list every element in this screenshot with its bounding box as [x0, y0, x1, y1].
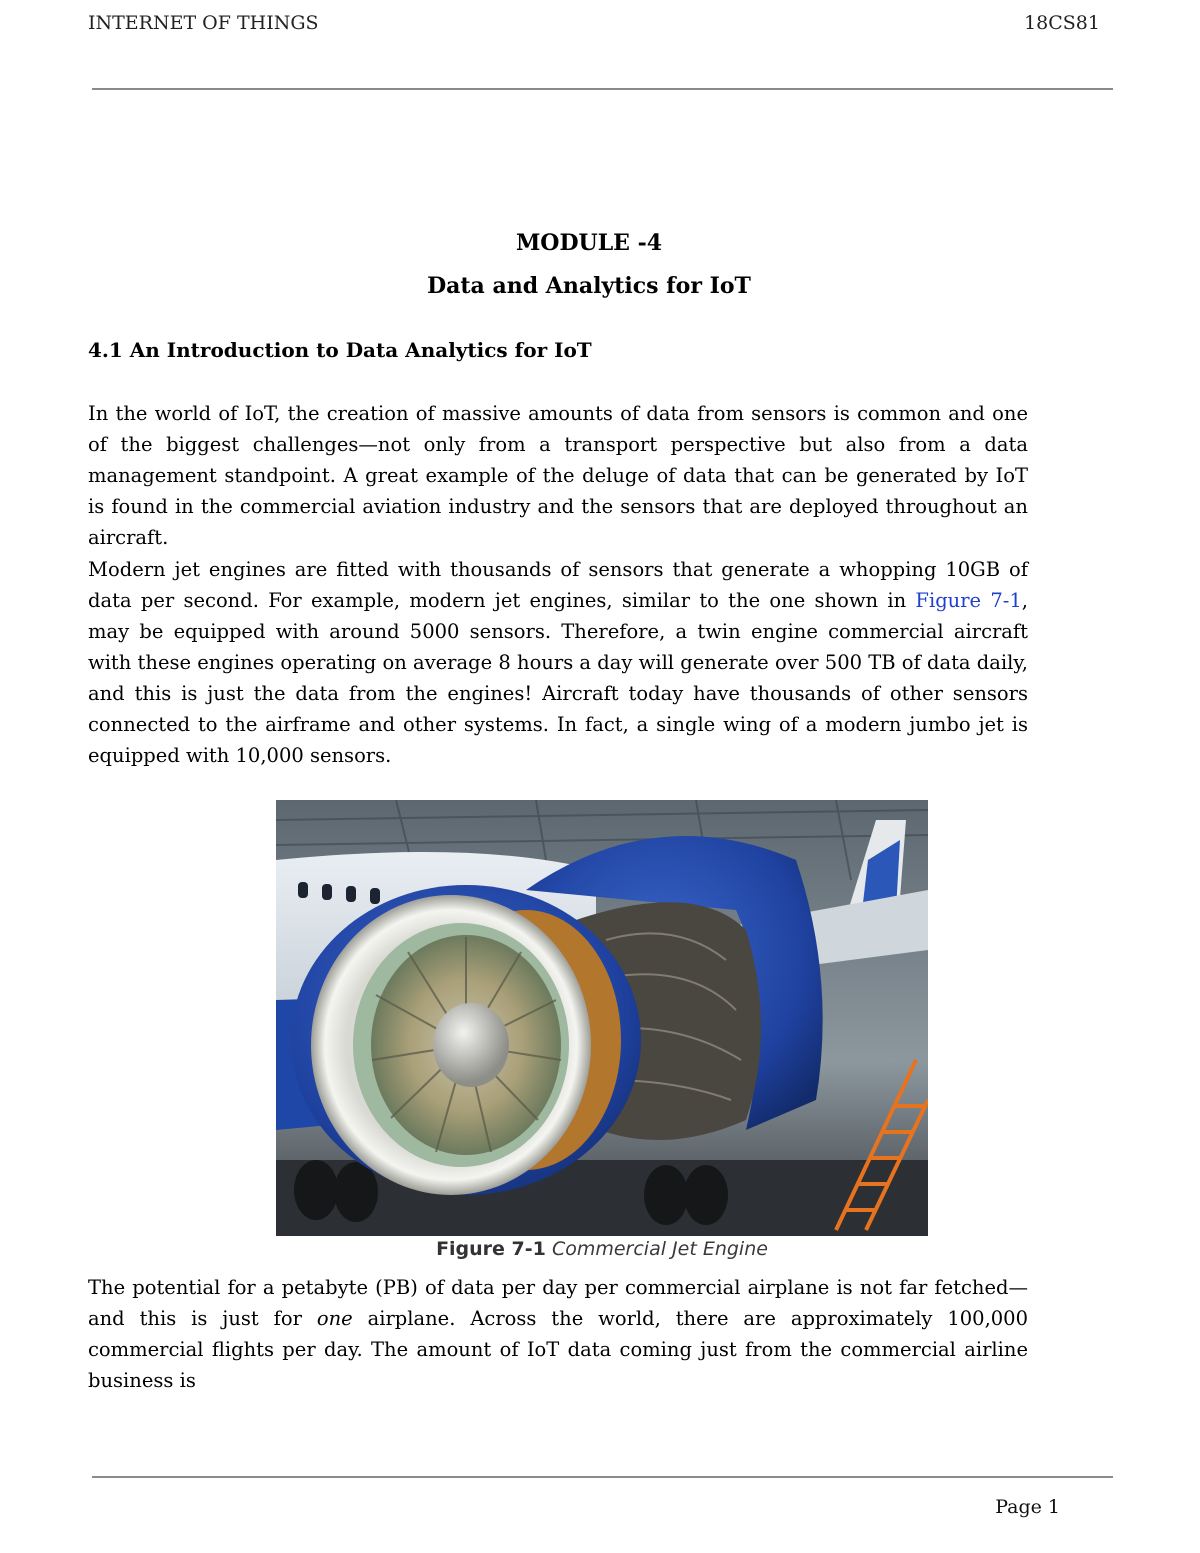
header-title: INTERNET OF THINGS	[88, 12, 319, 34]
paragraph-petabyte	[88, 1272, 1028, 1396]
figure-label: Figure 7-1	[436, 1238, 546, 1260]
jet-engine-illustration	[276, 800, 928, 1236]
figure-caption	[0, 1238, 1200, 1260]
paragraph-text: The potential for a petabyte (PB) of data per day per commercial airplane is not far fetched— and this is just for	[88, 1276, 1028, 1330]
section-heading: 4.1 An Introduction to Data Analytics for IoT	[88, 338, 592, 362]
header-course-code: 18CS81	[1024, 12, 1100, 34]
module-subtitle: Data and Analytics for IoT	[427, 273, 751, 299]
paragraph-text: , may be equipped with around 5000 sensors. Therefore, a twin engine commercial aircraft with these engines operating on average 8 hours a day will generate over 500 TB of data daily, and this is just the data from the engines! Aircraft today have thousands of other sensors connected to the airframe and other systems. In fact, a single wing of a modern jumbo jet is equipped with 10,000 sensors.	[88, 589, 1028, 767]
paragraph-jet-engines	[88, 554, 1028, 771]
paragraph-text: airplane. Across the world, there are approximately 100,000 commercial flights per day. The amount of IoT data coming just from the commercial airline business is	[88, 1307, 1028, 1392]
page-number: Page 1	[995, 1496, 1060, 1518]
module-title: MODULE -4	[515, 230, 663, 256]
paragraph-intro: In the world of IoT, the creation of massive amounts of data from sensors is common and one of the biggest challenges—not only from a transport perspective but also from a data management standpoint. A great example of the deluge of data that can be generated by IoT is found in the commercial aviation industry and the sensors that are deployed throughout an aircraft.	[88, 402, 1028, 549]
paragraph-text: Modern jet engines are fitted with thousands of sensors that generate a whopping 10GB of data per second. For example, modern jet engines, similar to the one shown in	[88, 558, 1028, 612]
header-divider	[92, 88, 1113, 90]
emphasis-text: one	[316, 1307, 353, 1330]
figure-reference-link[interactable]: Figure 7-1	[915, 589, 1022, 612]
jet-engine-figure	[276, 800, 928, 1236]
footer-divider	[92, 1476, 1113, 1478]
figure-caption-text: Commercial Jet Engine	[551, 1238, 768, 1260]
